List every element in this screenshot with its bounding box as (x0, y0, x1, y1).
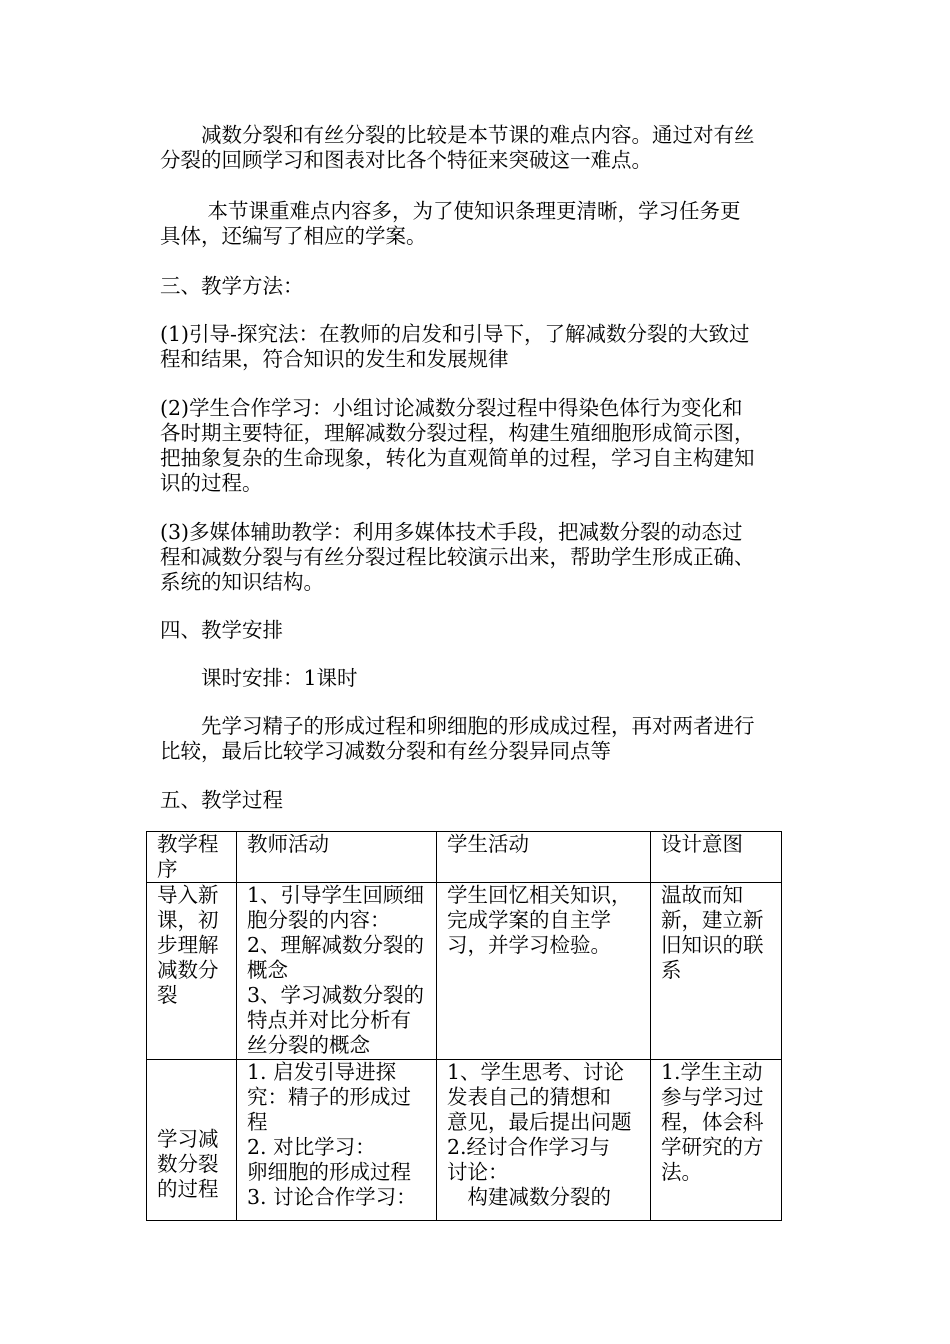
text-line: 设计意图 (661, 832, 743, 856)
text-line: 3. 讨论合作学习： (247, 1185, 417, 1209)
text-line: 程，体会科 (661, 1110, 764, 1134)
text-line: 具体，还编写了相应的学案。 (160, 224, 427, 248)
paragraph-class-hours (160, 666, 800, 691)
text-line: 2. 对比学习： (247, 1135, 376, 1159)
paragraph-method-3 (160, 520, 800, 595)
text-line: (2)学生合作学习：小组讨论减数分裂过程中得染色体行为变化和 (160, 396, 743, 420)
text-line: 概念 (247, 958, 288, 982)
text-line: 1.学生主动 (661, 1060, 763, 1084)
text-line: 系统的知识结构。 (160, 570, 324, 594)
text-line: 法。 (661, 1160, 702, 1184)
table-row (147, 1060, 782, 1221)
text-line: (1)引导-探究法：在教师的启发和引导下，了解减数分裂的大致过 (160, 322, 750, 346)
text-line: 系 (661, 958, 682, 982)
text-line: 课时安排：1课时 (160, 666, 358, 690)
text-line: 1. 启发引导进探 (247, 1060, 397, 1084)
text-line: 特点并对比分析有 (247, 1008, 411, 1032)
heading-teaching-methods (160, 274, 800, 299)
text-line: 导入新 (157, 883, 219, 907)
text-line: 教师活动 (247, 832, 329, 856)
text-line: 本节课重难点内容多，为了使知识条理更清晰，学习任务更 (160, 199, 741, 223)
cell-teacher-activity (237, 883, 437, 1060)
text-line: 比较，最后比较学习减数分裂和有丝分裂异同点等 (160, 739, 611, 763)
header-cell-student-activity (437, 832, 651, 883)
text-line: 把抽象复杂的生命现象，转化为直观简单的过程，学习自主构建知 (160, 446, 755, 470)
text-line: 完成学案的自主学 (447, 908, 611, 932)
text-line: 识的过程。 (160, 471, 263, 495)
text-line: 习，并学习检验。 (447, 933, 611, 957)
text-line: 发表自己的猜想和 (447, 1085, 611, 1109)
cell-student-activity (437, 1060, 651, 1221)
cell-stage (147, 883, 237, 1060)
text-line: 意见，最后提出问题 (447, 1110, 632, 1134)
text-line: 程和结果，符合知识的发生和发展规律 (160, 347, 509, 371)
text-line: 各时期主要特征，理解减数分裂过程，构建生殖细胞形成简示图， (160, 421, 755, 445)
text-line: 程和减数分裂与有丝分裂过程比较演示出来，帮助学生形成正确、 (160, 545, 755, 569)
teaching-process-table (146, 831, 782, 1221)
paragraph-method-2 (160, 396, 800, 496)
text-line: 减数分裂和有丝分裂的比较是本节课的难点内容。通过对有丝 (160, 123, 755, 147)
table-header-row (147, 832, 782, 883)
text-line: 3、学习减数分裂的 (247, 983, 425, 1007)
text-line: 裂 (157, 983, 178, 1007)
text-line: 1、学生思考、讨论 (447, 1060, 625, 1084)
text-line: 学生活动 (447, 832, 529, 856)
text-line: 旧知识的联 (661, 933, 764, 957)
text-line: 丝分裂的概念 (247, 1033, 370, 1057)
cell-design-intent (651, 883, 782, 1060)
text-line: 讨论： (447, 1160, 509, 1184)
text-line: 2、理解减数分裂的 (247, 933, 425, 957)
heading-teaching-process (160, 788, 800, 813)
text-line: 程 (247, 1110, 268, 1134)
text-line: 先学习精子的形成过程和卵细胞的形成成过程，再对两者进行 (160, 714, 755, 738)
text-line: 三、教学方法： (160, 274, 304, 298)
text-line: 新，建立新 (661, 908, 764, 932)
cell-teacher-activity (237, 1060, 437, 1221)
header-cell-stage (147, 832, 237, 883)
cell-student-activity (437, 883, 651, 1060)
heading-teaching-arrangement (160, 618, 800, 643)
text-line: 温故而知 (661, 883, 743, 907)
text-line: 学生回忆相关知识， (447, 883, 632, 907)
paragraph-learning-plan (160, 199, 800, 249)
text-line: 四、教学安排 (160, 618, 283, 642)
cell-stage (147, 1060, 237, 1221)
text-line: 序 (157, 857, 178, 881)
cell-design-intent (651, 1060, 782, 1221)
paragraph-method-1 (160, 322, 800, 372)
header-cell-teacher-activity (237, 832, 437, 883)
table-row (147, 883, 782, 1060)
text-line: 学习减 (157, 1126, 219, 1151)
text-line: 学研究的方 (661, 1135, 764, 1159)
paragraph-arrangement-order (160, 714, 800, 764)
text-line: 参与学习过 (661, 1085, 764, 1109)
paragraph-difficulty (160, 123, 800, 173)
text-line: 教学程 (157, 832, 219, 856)
text-line: 1、引导学生回顾细 (247, 883, 425, 907)
text-line: 胞分裂的内容： (247, 908, 391, 932)
text-line: 数分裂 (157, 1151, 219, 1176)
text-line: 减数分 (157, 958, 219, 982)
text-line: 分裂的回顾学习和图表对比各个特征来突破这一难点。 (160, 148, 652, 172)
text-line: 课，初 (157, 908, 219, 932)
text-line: (3)多媒体辅助教学：利用多媒体技术手段，把减数分裂的动态过 (160, 520, 743, 544)
text-line: 2.经讨合作学习与 (447, 1135, 611, 1159)
text-line: 步理解 (157, 933, 219, 957)
text-line: 构建减数分裂的 (447, 1185, 611, 1209)
text-line: 卵细胞的形成过程 (247, 1160, 411, 1184)
header-cell-design-intent (651, 832, 782, 883)
text-line: 五、教学过程 (160, 788, 283, 812)
text-line: 的过程 (157, 1176, 219, 1201)
text-line: 究：精子的形成过 (247, 1085, 411, 1109)
